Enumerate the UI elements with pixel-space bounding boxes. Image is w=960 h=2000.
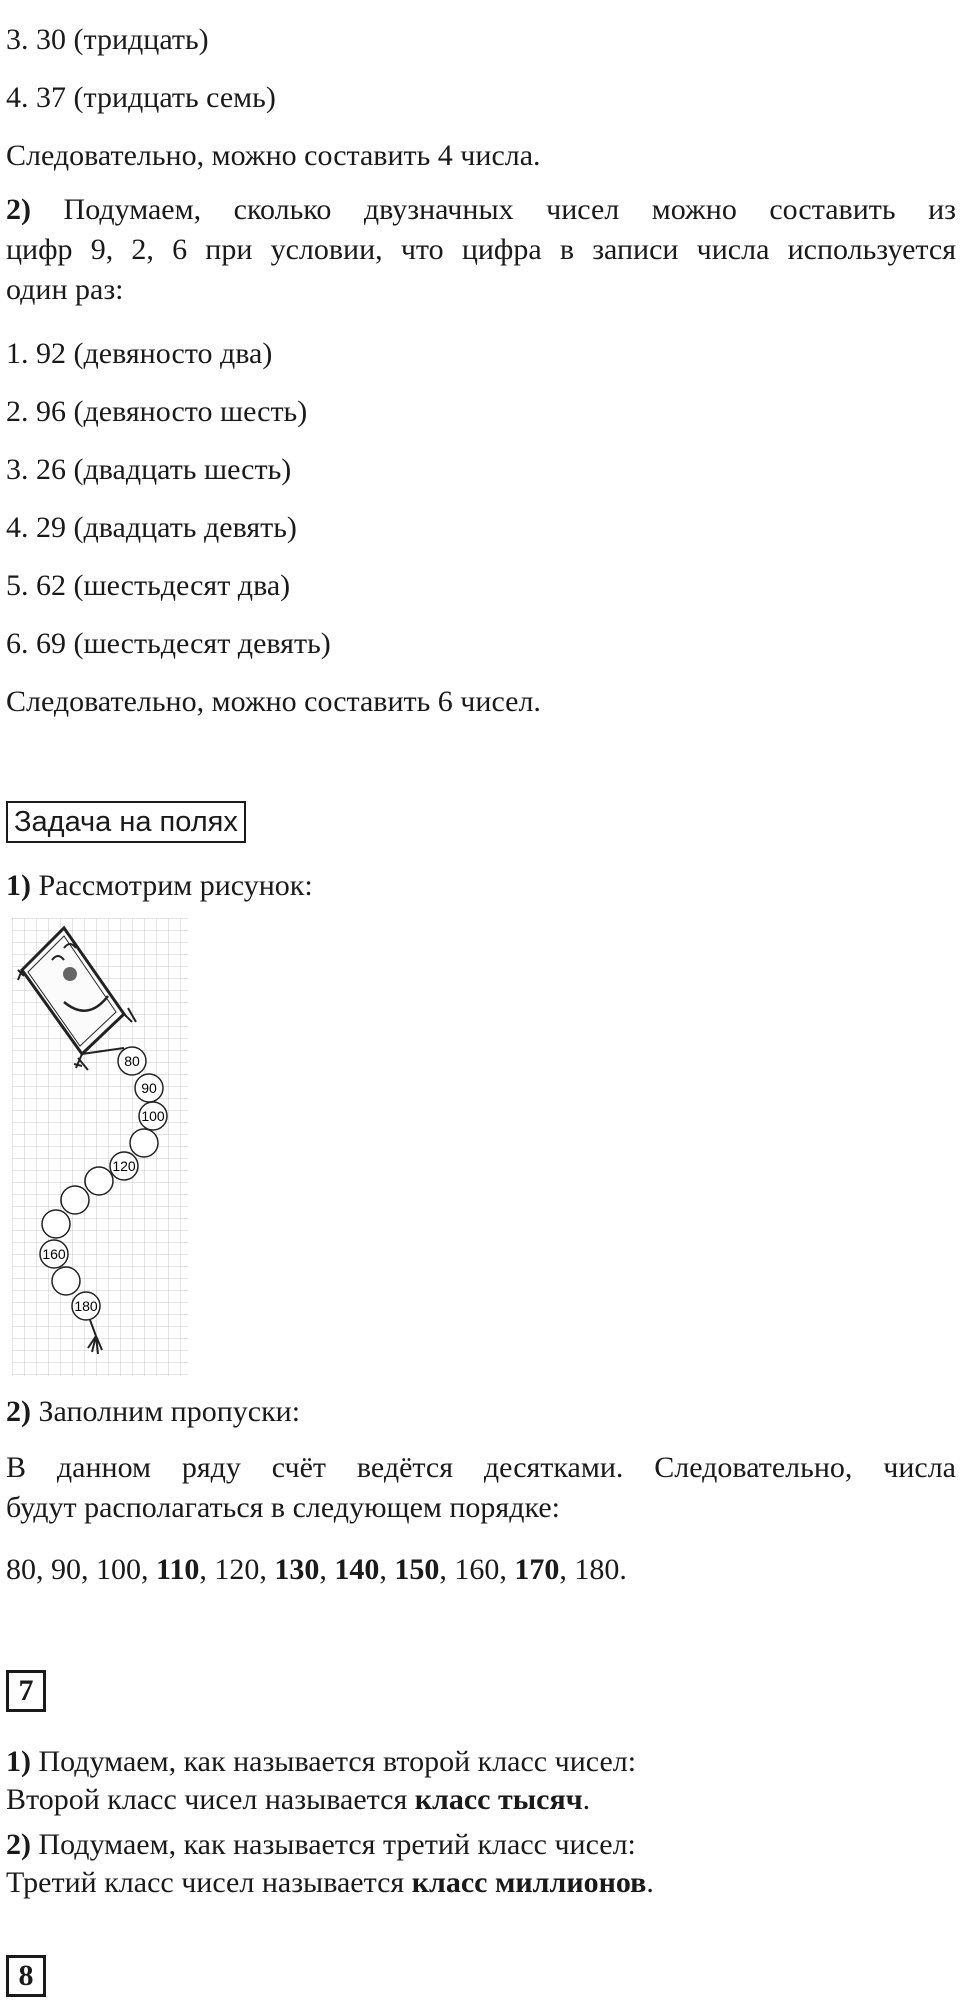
conclusion-text: Следовательно, можно составить 4 числа. [6, 139, 541, 172]
step-text: 1) Рассмотрим рисунок: [6, 869, 313, 902]
step-text: 2) Подумаем, как называется третий класс чисел: [6, 1828, 636, 1861]
sequence-number: 150 [394, 1553, 440, 1586]
list-item: 6. 69 (шестьдесят девять) [6, 627, 331, 660]
sequence-number: 120 [214, 1553, 260, 1586]
list-item: 3. 30 (тридцать) [6, 23, 209, 56]
list-item: 4. 29 (двадцать девять) [6, 511, 297, 544]
bead-circle [42, 1210, 70, 1238]
sequence-number: 170 [514, 1553, 560, 1586]
sequence-number: 180 [574, 1553, 620, 1586]
sequence-number: 110 [156, 1553, 200, 1586]
bead-label: 90 [141, 1080, 157, 1096]
bead-circle [61, 1186, 89, 1214]
bead-circle [130, 1129, 158, 1157]
sequence-number: 140 [334, 1553, 380, 1586]
question-number: 2) [6, 193, 31, 226]
bead-label: 180 [74, 1298, 98, 1314]
sequence-number: 160 [454, 1553, 500, 1586]
bead-label: 80 [124, 1053, 140, 1069]
sequence-number: 100 [96, 1553, 141, 1586]
question-paragraph: 2) Подумаем, сколько двузначных чисел можно составить из цифр 9, 2, 6 при условии, что цифра в записи числа используется один раз: [6, 193, 956, 306]
bead-label: 160 [42, 1246, 66, 1262]
step-text: 2) Заполним пропуски: [6, 1395, 301, 1428]
task-number-box: 8 [6, 1955, 46, 1997]
explanation-paragraph: В данном ряду счёт ведётся десятками. Следовательно, числа будут располагаться в следующем порядке: [6, 1451, 956, 1524]
list-item: 2. 96 (девяносто шесть) [6, 395, 308, 428]
kite-figure [12, 918, 188, 1376]
list-item: 4. 37 (тридцать семь) [6, 81, 276, 114]
answer-text: Второй класс чисел называется класс тысяч. [6, 1783, 591, 1816]
list-item: 5. 62 (шестьдесят два) [6, 569, 291, 602]
sequence-number: 90 [51, 1553, 81, 1586]
step-text: 1) Подумаем, как называется второй класс чисел: [6, 1745, 637, 1778]
answer-text: Третий класс чисел называется класс миллионов. [6, 1866, 654, 1899]
bead-circle [85, 1167, 113, 1195]
sequence-number: 130 [274, 1553, 320, 1586]
list-item: 3. 26 (двадцать шесть) [6, 453, 292, 486]
number-sequence: 80, 90, 100, 110, 120, 130, 140, 150, 160, 170, 180. [6, 1553, 627, 1586]
list-item: 1. 92 (девяносто два) [6, 337, 273, 370]
bead-label: 100 [141, 1108, 165, 1124]
kite-drawing [12, 918, 188, 1376]
margin-task-heading: Задача на полях [6, 801, 246, 843]
sequence-number: 80 [6, 1553, 36, 1586]
conclusion-text: Следовательно, можно составить 6 чисел. [6, 685, 541, 718]
bead-label: 120 [112, 1158, 136, 1174]
task-number-box: 7 [6, 1670, 46, 1712]
bead-circle [52, 1267, 80, 1295]
